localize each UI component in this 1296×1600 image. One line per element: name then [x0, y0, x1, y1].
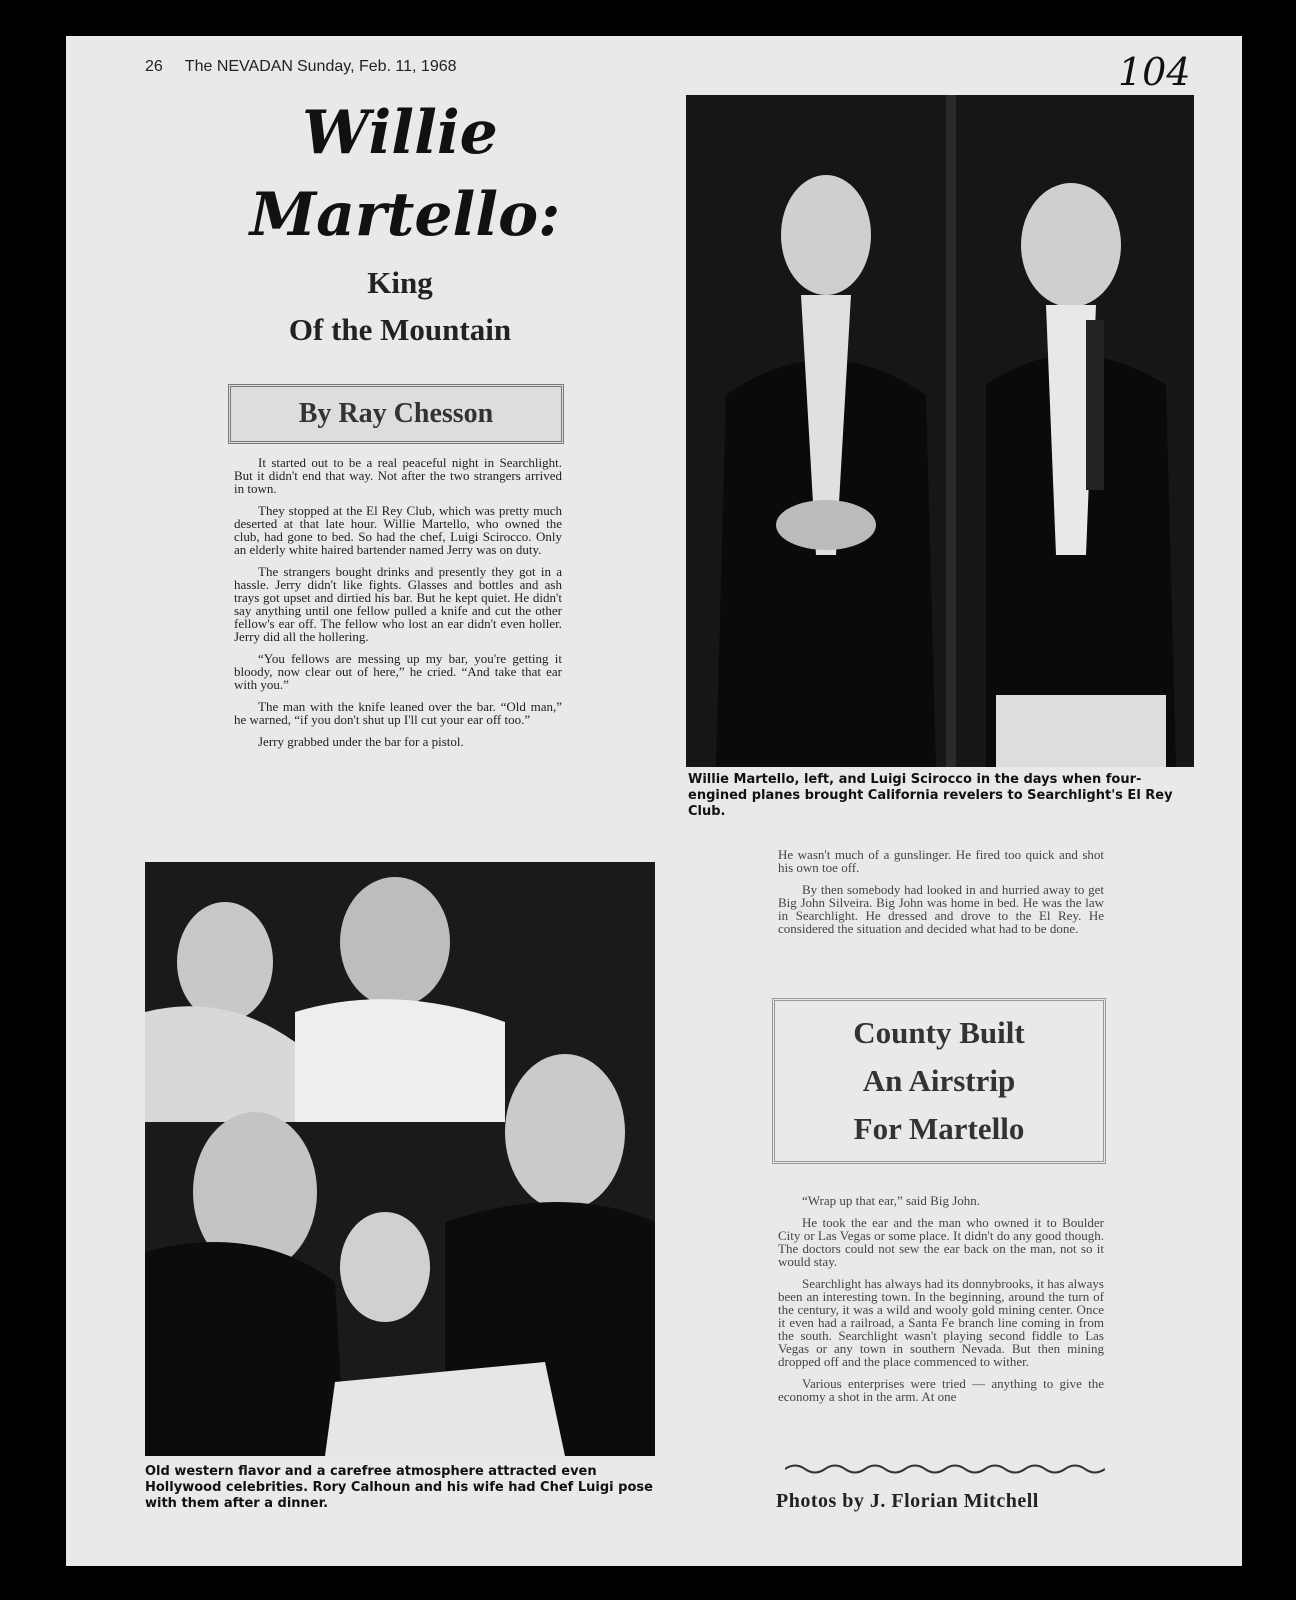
- left-column: [234, 456, 562, 757]
- headline-line2: Martello:: [249, 180, 561, 250]
- handwritten-number: 104: [1118, 50, 1191, 94]
- photo-celebrities-dinner: [145, 862, 655, 1456]
- subhead-line: County Built: [853, 1015, 1025, 1050]
- photo-figures: [145, 862, 655, 1456]
- paragraph: They stopped at the El Rey Club, which was pretty much deserted at that late hour. Willie Martello, who owned the club, had gone to bed. So had the chef, Luigi Scirocco. Only an elderly white haired bartender named Jerry was on duty.: [234, 503, 562, 557]
- page-number: 26: [145, 58, 163, 75]
- paragraph: “Wrap up that ear,” said Big John.: [802, 1193, 981, 1208]
- paper-name: The NEVADAN: [184, 58, 293, 75]
- paragraph: “You fellows are messing up my bar, you're getting it bloody, now clear out of here,” he cried. “And take that ear with you.”: [234, 651, 562, 692]
- decorative-wave-rule: [785, 1462, 1105, 1476]
- subhead-line: An Airstrip: [862, 1063, 1016, 1098]
- headline-sub1: King: [367, 265, 433, 300]
- subhead-box: [772, 998, 1106, 1164]
- masthead: [145, 58, 479, 76]
- paragraph: He wasn't much of a gunslinger. He fired too quick and shot his own toe off.: [778, 847, 1104, 875]
- right-column-top: [778, 848, 1104, 944]
- photo-martello-scirocco: [686, 95, 1194, 767]
- right-column-bottom: [778, 1194, 1104, 1412]
- headline-sub2: Of the Mountain: [288, 312, 512, 347]
- paragraph: By then somebody had looked in and hurried away to get Big John Silveira. Big John was home in bed. He was the law in Searchlight. He dressed and drove to the El Rey. He considered the situation and decided what had to be done.: [778, 882, 1104, 936]
- issue-date: Sunday, Feb. 11, 1968: [296, 58, 457, 75]
- paragraph: It started out to be a real peaceful night in Searchlight. But it didn't end that way. Not after the two strangers arrived in town.: [234, 455, 562, 496]
- paragraph: Searchlight has always had its donnybrooks, it has always been an interesting town. In the beginning, around the turn of the century, it was a wild and wooly gold mining center. Once it even had a railroad, a Santa Fe branch line coming in from the south. Searchlight wasn't playing second fiddle to Las Vegas or any town in southern Nevada. But then mining dropped off and the place commenced to wither.: [778, 1276, 1104, 1369]
- paragraph: The strangers bought drinks and presently they got in a hassle. Jerry didn't like fights. Glasses and bottles and ash trays got upset and dirtied his bar. But he kept quiet. He didn't say anything until one fellow pulled a knife and cut the other fellow's ear off. The fellow who lost an ear didn't even holler. Jerry did all the hollering.: [234, 564, 562, 644]
- photo-credit: Photos by J. Florian Mitchell: [776, 1490, 1039, 1512]
- byline-text: By Ray Chesson: [298, 398, 494, 429]
- paragraph: The man with the knife leaned over the bar. “Old man,” he warned, “if you don't shut up I'll cut your ear off too.”: [234, 699, 562, 727]
- photo-figures: [686, 95, 1194, 767]
- byline: [228, 384, 564, 444]
- headline-line1: Willie: [302, 98, 498, 168]
- paragraph: He took the ear and the man who owned it to Boulder City or Las Vegas or some place. It didn't do any good though. The doctors could not sew the ear back on the man, not so it would stay.: [778, 1215, 1104, 1269]
- subhead-line: For Martello: [853, 1111, 1025, 1146]
- caption-bottom-photo: Old western flavor and a carefree atmosphere attracted even Hollywood celebrities. Rory Calhoun and his wife had Chef Luigi pose with them after a dinner.: [145, 1464, 653, 1511]
- paragraph: Various enterprises were tried — anything to give the economy a shot in the arm. At one: [778, 1376, 1104, 1404]
- paragraph: Jerry grabbed under the bar for a pistol.: [258, 734, 464, 749]
- caption-top-photo: Willie Martello, left, and Luigi Scirocco in the days when four-engined planes brought California revelers to Searchlight's El Rey Club.: [688, 772, 1173, 819]
